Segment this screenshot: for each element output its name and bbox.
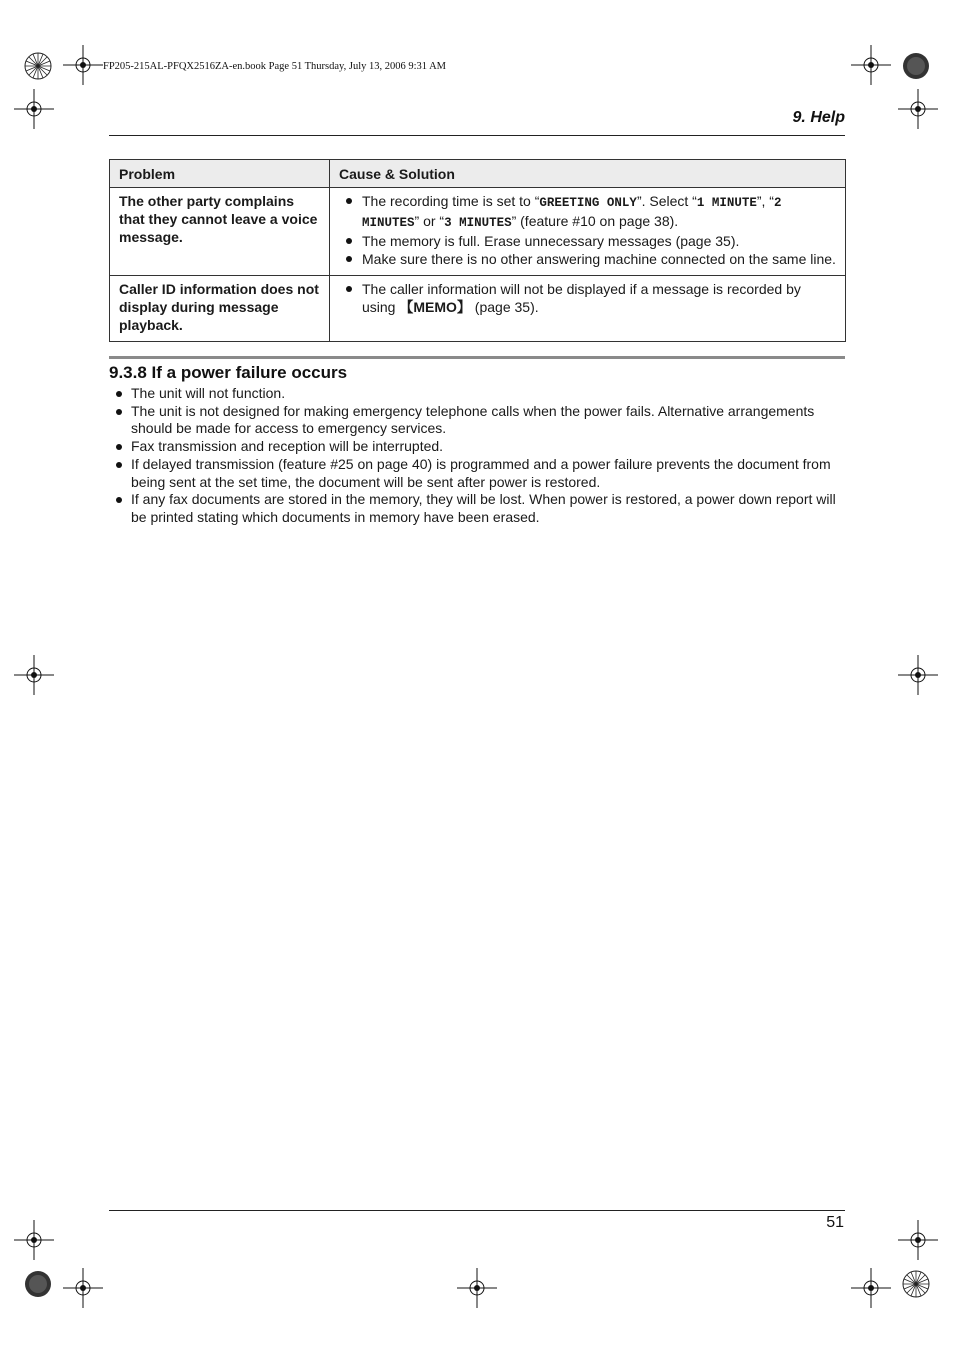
crosshair-mark-icon bbox=[14, 89, 54, 129]
display-text: 3 MINUTES bbox=[444, 216, 512, 230]
troubleshooting-table bbox=[109, 159, 846, 342]
crosshair-mark-icon bbox=[851, 45, 891, 85]
solution-item: The recording time is set to “GREETING ONLY”. Select “1 MINUTE”, “2 MINUTES” or “3 MINUTES” (feature #10 on page 38). bbox=[339, 192, 836, 232]
display-text: GREETING ONLY bbox=[539, 196, 637, 210]
crosshair-mark-icon bbox=[14, 1220, 54, 1260]
display-text: 1 MINUTE bbox=[696, 196, 757, 210]
registration-dot-icon bbox=[902, 52, 930, 80]
section-divider bbox=[109, 356, 845, 359]
crosshair-mark-icon bbox=[14, 655, 54, 695]
table-row bbox=[110, 188, 846, 276]
registration-rosette-icon bbox=[24, 52, 52, 80]
list-item: If any fax documents are stored in the memory, they will be lost. When power is restored, a power down report will be printed stating which documents in memory have been erased. bbox=[109, 491, 846, 526]
problem-cell: The other party complains that they cannot leave a voice message. bbox=[110, 188, 330, 276]
problem-cell: Caller ID information does not display during message playback. bbox=[110, 276, 330, 342]
power-failure-list bbox=[109, 385, 846, 527]
column-header-problem: Problem bbox=[110, 160, 330, 188]
section-title: 9. Help bbox=[792, 109, 845, 126]
solution-item: Make sure there is no other answering machine connected on the same line. bbox=[339, 250, 836, 268]
solution-cell bbox=[330, 276, 846, 342]
page-number: 51 bbox=[826, 1214, 844, 1231]
registration-rosette-icon bbox=[902, 1270, 930, 1298]
display-text: 2 MINUTES bbox=[362, 196, 782, 230]
crosshair-mark-icon bbox=[898, 1220, 938, 1260]
crosshair-mark-icon bbox=[63, 1268, 103, 1308]
solution-list bbox=[339, 280, 836, 316]
list-item: If delayed transmission (feature #25 on page 40) is programmed and a power failure prevents the document from being sent at the set time, the document will be sent after power is restored. bbox=[109, 456, 846, 491]
list-item: The unit will not function. bbox=[109, 385, 846, 403]
crosshair-mark-icon bbox=[851, 1268, 891, 1308]
list-item: The unit is not designed for making emergency telephone calls when the power fails. Alternative arrangements should be made for access to emergency services. bbox=[109, 403, 846, 438]
solution-cell bbox=[330, 188, 846, 276]
solution-item: The caller information will not be displayed if a message is recorded by using 【MEMO】 (page 35). bbox=[339, 280, 836, 316]
crosshair-mark-icon bbox=[457, 1268, 497, 1308]
power-failure-heading: 9.3.8 If a power failure occurs bbox=[109, 363, 348, 382]
column-header-cause-solution: Cause & Solution bbox=[330, 160, 846, 188]
list-item: Fax transmission and reception will be interrupted. bbox=[109, 438, 846, 456]
table-header-row bbox=[110, 160, 846, 188]
solution-item: The memory is full. Erase unnecessary messages (page 35). bbox=[339, 232, 836, 250]
solution-list bbox=[339, 192, 836, 268]
footer-rule bbox=[109, 1210, 845, 1211]
memo-key-label: 【MEMO】 bbox=[399, 299, 471, 315]
crosshair-mark-icon bbox=[898, 655, 938, 695]
table-row bbox=[110, 276, 846, 342]
file-header: FP205-215AL-PFQX2516ZA-en.book Page 51 Thursday, July 13, 2006 9:31 AM bbox=[103, 61, 446, 72]
registration-dot-icon bbox=[24, 1270, 52, 1298]
crosshair-mark-icon bbox=[63, 45, 103, 85]
header-rule bbox=[109, 135, 845, 136]
crosshair-mark-icon bbox=[898, 89, 938, 129]
